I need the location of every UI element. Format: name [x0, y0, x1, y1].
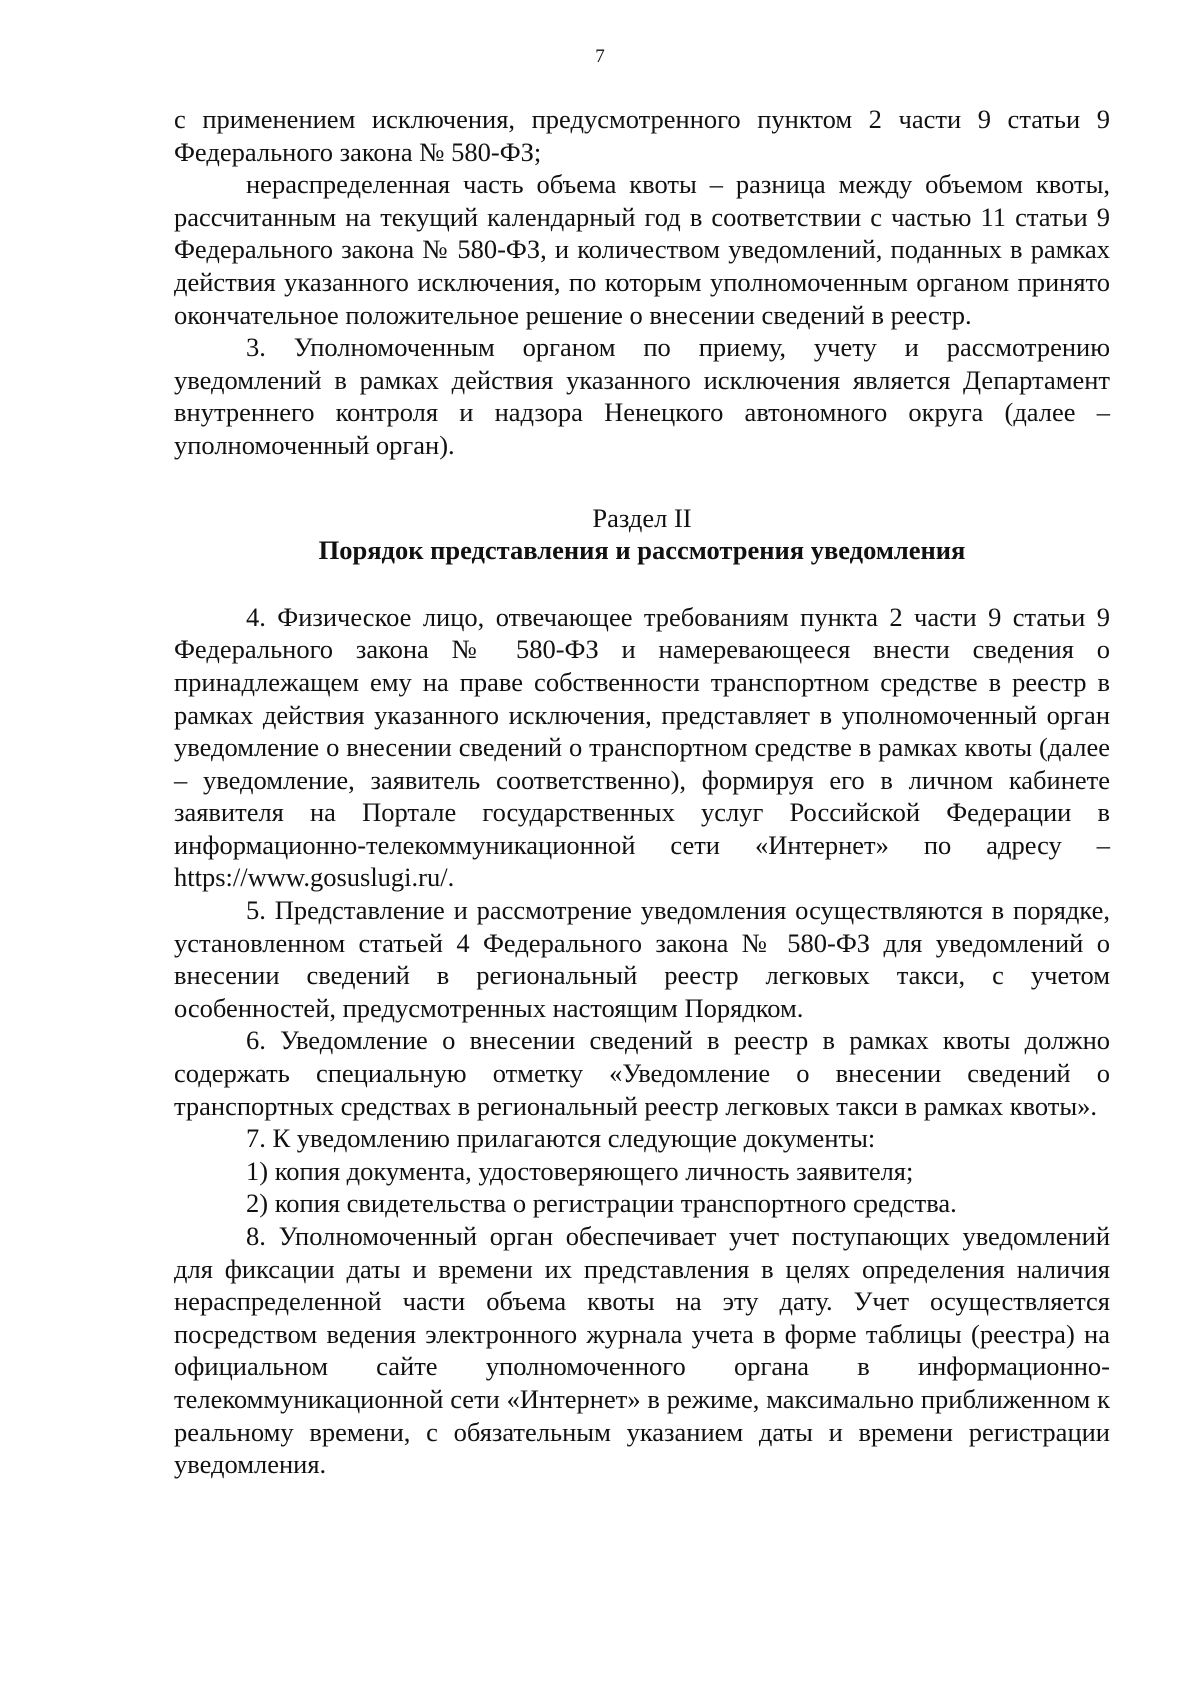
paragraph-item-7: 7. К уведомлению прилагаются следующие документы: [246, 1123, 876, 1154]
section-number: Раздел II [592, 502, 692, 533]
paragraph-top-1: с применением исключения, предусмотренного пунктом 2 части 9 статьи 9 Федерального закона № 580-ФЗ; [174, 104, 1110, 167]
paragraph-item-3: 3. Уполномоченным органом по приему, учету и рассмотрению уведомлений в рамках действия указанного исключения является Департамент внутреннего контроля и надзора Ненецкого автономного округа (далее – уполномоченный орган). [174, 332, 1110, 460]
section-header [174, 502, 1110, 567]
list-item-2: 2) копия свидетельства о регистрации транспортного средства. [246, 1188, 957, 1219]
paragraph-top-2: нераспределенная часть объема квоты – разница между объемом квоты, рассчитанным на текущий календарный год в соответствии с частью 11 статьи 9 Федерального закона № 580-ФЗ, и количеством уведомлений, поданных в рамках действия указанного исключения, по которым уполномоченным органом принято окончательное положительное решение о внесении сведений в реестр. [174, 169, 1110, 330]
paragraph-item-4: 4. Физическое лицо, отвечающее требованиям пункта 2 части 9 статьи 9 Федерального закона № 580-ФЗ и намеревающееся внести сведения о принадлежащем ему на праве собственности транспортном средстве в реестр в рамках действия указанного исключения, представляет в уполномоченный орган уведомление о внесении сведений о транспортном средстве в рамках квоты (далее – уведомление, заявитель соответственно), формируя его в личном кабинете заявителя на Портале государственных услуг Российской Федерации в информационно-телекоммуникационной сети «Интернет» по адресу – https://www.gosuslugi.ru/. [174, 601, 1110, 893]
paragraph-item-5: 5. Представление и рассмотрение уведомления осуществляются в порядке, установленном статьей 4 Федерального закона № 580-ФЗ для уведомлений о внесении сведений в региональный реестр легковых такси, с учетом особенностей, предусмотренных настоящим Порядком. [174, 895, 1110, 1023]
paragraph-item-6: 6. Уведомление о внесении сведений в реестр в рамках квоты должно содержать специальную отметку «Уведомление о внесении сведений о транспортных средствах в региональный реестр легковых такси в рамках квоты». [174, 1025, 1110, 1121]
document-body [174, 103, 1110, 1481]
list-item-1: 1) копия документа, удостоверяющего личность заявителя; [246, 1155, 914, 1186]
section-spacer [174, 567, 1110, 601]
page-number: 7 [595, 46, 605, 67]
section-title: Порядок представления и рассмотрения уведомления [318, 535, 966, 566]
paragraph-item-8: 8. Уполномоченный орган обеспечивает учет поступающих уведомлений для фиксации даты и времени их представления в целях определения наличия нераспределенной части объема квоты на эту дату. Учет осуществляется посредством ведения электронного журнала учета в форме таблицы (реестра) на официальном сайте уполномоченного органа в информационно-телекоммуникационной сети «Интернет» в режиме, максимально приближенном к реальному времени, с обязательным указанием даты и времени регистрации уведомления. [174, 1221, 1110, 1480]
